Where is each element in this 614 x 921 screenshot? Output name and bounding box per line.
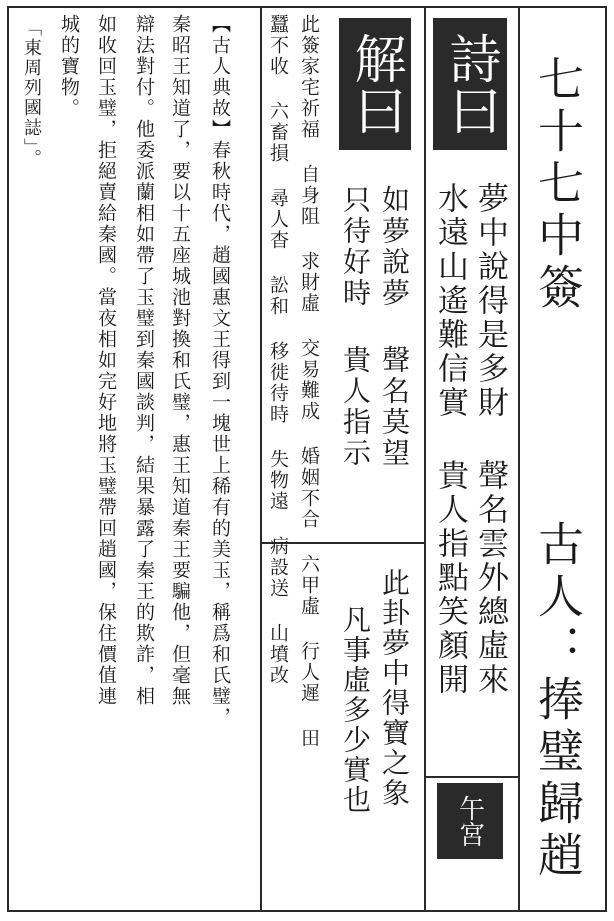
details-line-2: 蠶不收 六畜損 尋人杳 訟和 移徙待時 失物遠 病設送 山墳改 — [267, 14, 289, 686]
story-header: 【古人典故】 — [209, 14, 231, 140]
slip-title: 七十七中簽 — [531, 55, 585, 315]
ancient-label: 古人： — [531, 520, 585, 676]
ancient-story-title: 捧璧歸趙 — [531, 675, 585, 883]
poem-line-1: 夢中說得是多財 聲名雲外總虛來 — [472, 182, 508, 697]
details-line-1: 此簽家宅祈福 自身阻 求財虛 交易難成 婚姻不合 六甲虛 行人遲 田 — [298, 14, 320, 749]
story-line-5: 城的寶物。 — [58, 14, 80, 119]
interpretation-label: 解曰 — [339, 18, 411, 150]
poem-label: 詩曰 — [433, 18, 507, 150]
summary-line-1: 此卦夢中得寶之象 — [378, 568, 411, 808]
story-source: 「東周列國誌」。 — [21, 18, 42, 169]
interpretation-line-1: 如夢說夢 聲名莫望 — [378, 185, 411, 469]
divider-title — [518, 8, 520, 910]
story-line-1: 【古人典故】春秋時代，趙國惠文王得到一塊世上稀有的美玉，稱爲和氏璧， — [209, 14, 231, 728]
summary-line-2: 凡事虛多少實也 — [339, 605, 372, 815]
story-line-4: 如收回玉璧，拒絕賣給秦國。當夜相如完好地將玉璧帶回趙國，保住價值連 — [95, 14, 117, 707]
divider-middle — [260, 8, 262, 910]
story-line-3: 辯法對付。他委派蘭相如帶了玉璧到秦國談判，結果暴露了秦王的欺詐，相 — [133, 14, 155, 707]
divider-palace — [424, 776, 518, 778]
story-line-2: 秦昭王知道了，要以十五座城池對換和氏璧，惠王知道秦王要騙他，但毫無 — [169, 14, 191, 707]
interpretation-line-2: 只待好時 貴人指示 — [339, 185, 372, 469]
divider-poem — [424, 8, 426, 910]
poem-line-2: 水遠山遙難信實 貴人指點笑顏開 — [432, 182, 468, 697]
palace-badge: 午宮 — [437, 783, 503, 859]
